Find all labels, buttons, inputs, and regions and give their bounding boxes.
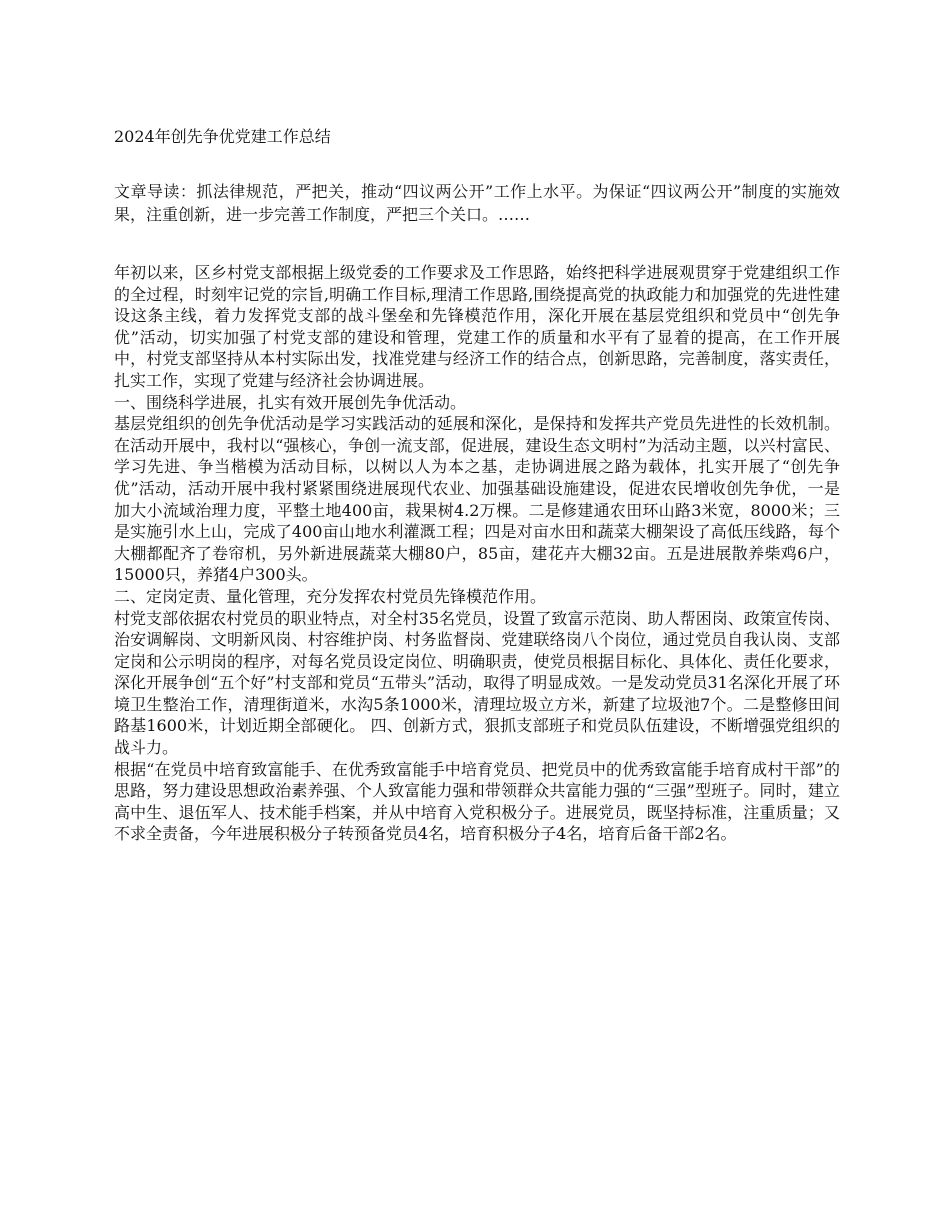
article-body	[114, 262, 840, 845]
paragraph-section-4: 根据“在党员中培育致富能手、在优秀致富能手中培育党员、把党员中的优秀致富能手培育成村干部”的思路，努力建设思想政治素养强、个人致富能力强和带领群众共富能力强的“三强”型班子。同时，建立高中生、退伍军人、技术能手档案，并从中培育入党积极分子。进展党员，既坚持标准，注重质量；又不求全责备，今年进展积极分子转预备党员4名，培育积极分子4名，培育后备干部2名。	[114, 759, 840, 844]
paragraph-section-2: 村党支部依据农村党员的职业特点，对全村35名党员，设置了致富示范岗、助人帮困岗、政策宣传岗、治安调解岗、文明新风岗、村容维护岗、村务监督岗、党建联络岗八个岗位，通过党员自我认岗、支部定岗和公示明岗的程序，对每名党员设定岗位、明确职责，使党员根据目标化、具体化、责任化要求，深化开展争创“五个好”村支部和党员“五带头”活动，取得了明显成效。一是发动党员31名深化开展了环境卫生整治工作，清理街道米，水沟5条1000米，清理垃圾立方米，新建了垃圾池7个。二是整修田间路基1600米，计划近期全部硬化。 四、创新方式，狠抓支部班子和党员队伍建设，不断增强党组织的战斗力。	[114, 608, 840, 758]
document-title: 2024年创先争优党建工作总结	[114, 127, 331, 146]
article-intro: 文章导读：抓法律规范，严把关，推动“四议两公开”工作上水平。为保证“四议两公开”制度的实施效果，注重创新，进一步完善工作制度，严把三个关口。……	[114, 182, 840, 224]
paragraph-overview: 年初以来，区乡村党支部根据上级党委的工作要求及工作思路，始终把科学进展观贯穿于党建组织工作的全过程，时刻牢记党的宗旨,明确工作目标,理清工作思路,围绕提高党的执政能力和加强党的先进性建设这条主线，着力发挥党支部的战斗堡垒和先锋模范作用，深化开展在基层党组织和党员中“创先争优”活动，切实加强了村党支部的建设和管理，党建工作的质量和水平有了显着的提高，在工作开展中，村党支部坚持从本村实际出发，找准党建与经济工作的结合点，创新思路，完善制度，落实责任，扎实工作，实现了党建与经济社会协调进展。	[114, 263, 840, 390]
paragraph-section-1: 基层党组织的创先争优活动是学习实践活动的延展和深化，是保持和发挥共产党员先进性的长效机制。在活动开展中，我村以“强核心，争创一流支部，促进展，建设生态文明村”为活动主题，以兴村富民、学习先进、争当楷模为活动目标，以树以人为本之基，走协调进展之路为载体，扎实开展了“创先争优”活动，活动开展中我村紧紧围绕进展现代农业、加强基础设施建设，促进农民增收创先争优，一是加大小流域治理力度，平整土地400亩，栽果树4.2万棵。二是修建通农田环山路3米宽，8000米；三是实施引水上山，完成了400亩山地水利灌溉工程；四是对亩水田和蔬菜大棚架设了高低压线路，每个大棚都配齐了卷帘机，另外新进展蔬菜大棚80户，85亩，建花卉大棚32亩。五是进展散养柴鸡6户，15000只，养猪4户300头。	[114, 414, 840, 585]
section-heading-1: 一、围绕科学进展，扎实有效开展创先争优活动。	[114, 392, 467, 412]
section-heading-2: 二、定岗定责、量化管理，充分发挥农村党员先锋模范作用。	[114, 586, 547, 606]
